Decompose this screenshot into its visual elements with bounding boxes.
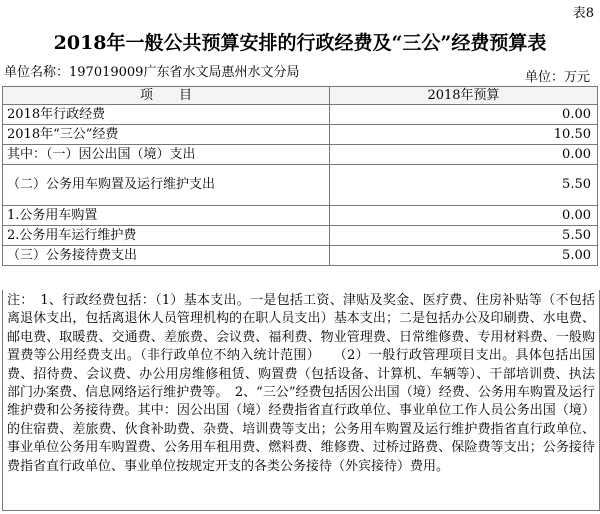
- budget-table: [2, 86, 598, 266]
- row-label: 1.公务用车购置: [3, 206, 330, 226]
- table-number: 表8: [572, 6, 594, 21]
- table-row: [3, 165, 598, 206]
- header-item: 项 目: [3, 87, 330, 105]
- row-label: 2018年“三公”经费: [3, 125, 330, 145]
- table-row: [3, 145, 598, 165]
- row-value: 10.50: [330, 125, 598, 145]
- row-label: 2018年行政经费: [3, 105, 330, 125]
- row-value: 0.00: [330, 105, 598, 125]
- row-label: （二）公务用车购置及运行维护支出: [3, 165, 330, 206]
- row-value: 5.50: [330, 165, 598, 206]
- row-value: 0.00: [330, 145, 598, 165]
- row-label: 其中：（一）因公出国（境）支出: [3, 145, 330, 165]
- footnote: 注： 1、行政经费包括：（1）基本支出。一是包括工资、津贴及奖金、医疗费、住房补贴等（不包括离退休支出，包括离退休人员管理机构的在职人员支出）基本支出；二是包括办公及印刷费、水电费、邮电费、取暖费、交通费、差旅费、会议费、福利费、物业管理费、日常维修费、专用材料费、一般购置费等公用经费支出。（非行政单位不纳入统计范围） （2）一般行政管理项目支出。具体包括出国费、招待费、会议费、办公用房维修租赁、购置费（包括设备、计算机、车辆等）、干部培训费、执法部门办案费、信息网络运行维护费等。 2、“三公”经费包括因公出国（境）经费、公务用车购置及运行维护费和公务接待费。其中：因公出国（境）经费指省直行政单位、事业单位工作人员公务出国（境）的住宿费、差旅费、伙食补助费、杂费、培训费等支出；公务用车购置及运行维护费指省直行政单位、事业单位公务用车购置费、公务用车租用费、燃料费、维修费、过桥过路费、保险费等支出；公务接待费指省直行政单位、事业单位按规定开支的各类公务接待（外宾接待）费用。: [2, 290, 600, 511]
- row-value: 5.00: [330, 246, 598, 266]
- row-value: 5.50: [330, 226, 598, 246]
- row-value: 0.00: [330, 206, 598, 226]
- row-label: （三）公务接待费支出: [3, 246, 330, 266]
- page-title: 2018年一般公共预算安排的行政经费及“三公”经费预算表: [53, 32, 547, 54]
- table-header-row: [3, 87, 598, 105]
- unit-currency: 单位：万元: [524, 70, 590, 85]
- table-row: [3, 226, 598, 246]
- row-label: 2.公务用车运行维护费: [3, 226, 330, 246]
- table-row: [3, 105, 598, 125]
- table-row: [3, 125, 598, 145]
- unit-row: [2, 64, 596, 86]
- unit-name: 单位名称：197019009广东省水文局惠州水文分局: [4, 65, 300, 80]
- table-row: [3, 246, 598, 266]
- table-row: [3, 206, 598, 226]
- header-value: 2018年预算: [330, 87, 598, 105]
